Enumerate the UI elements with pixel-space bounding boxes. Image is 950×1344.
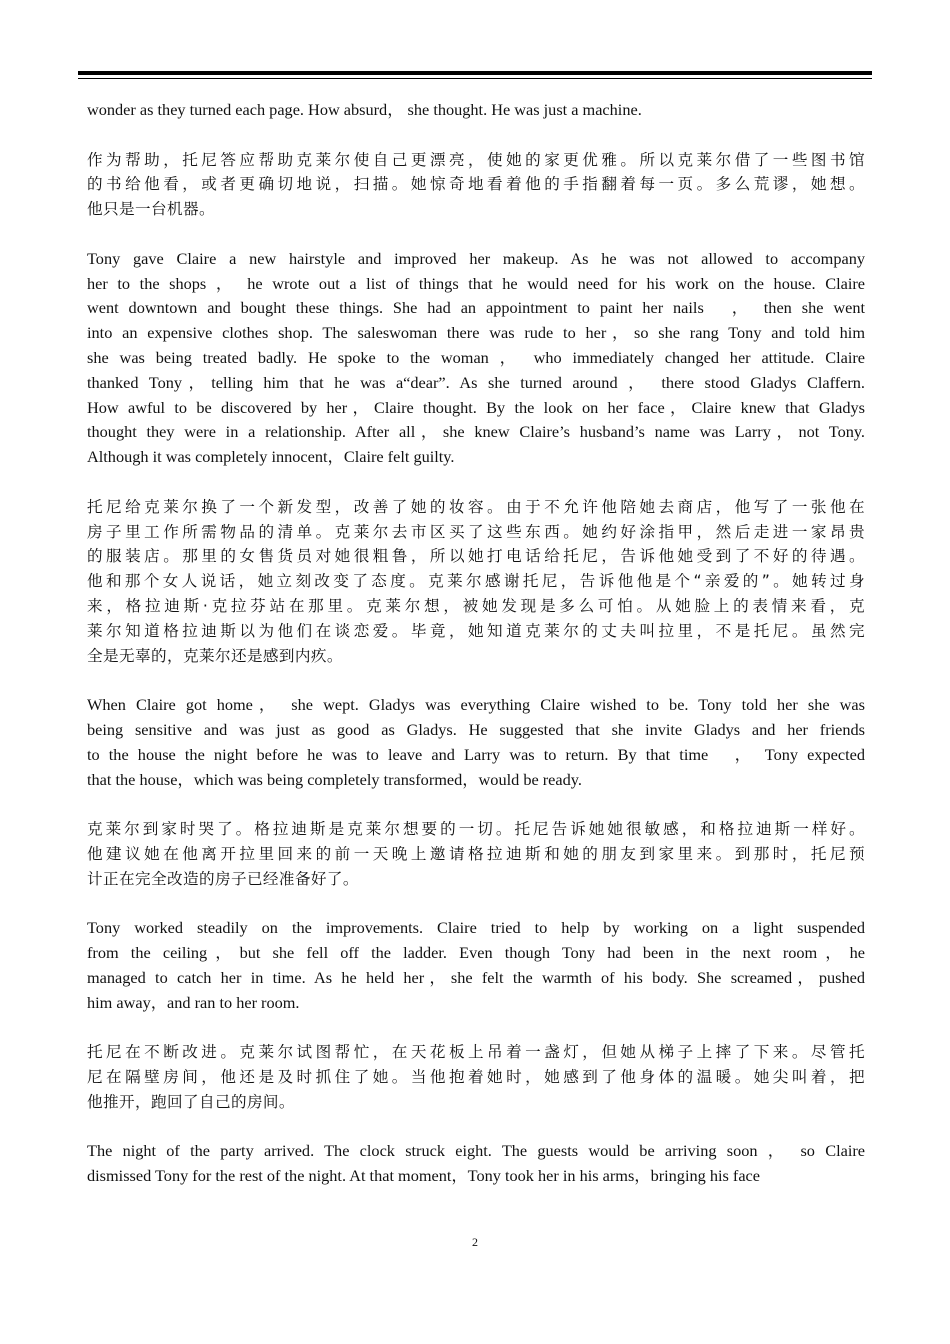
document-body (87, 98, 865, 1189)
paragraph-gap (87, 792, 865, 817)
text-line: him away，and ran to her room. (87, 992, 300, 1012)
text-line: Although it was completely innocent，Claire felt guilty. (87, 447, 455, 467)
text-line: 他和那个女人说话，她立刻改变了态度。克莱尔感谢托尼，告诉他他是个“亲爱的”。她转过身 (87, 572, 865, 591)
text-line: The night of the party arrived. The clock struck eight. The guests would be arriving soon ， so Claire (87, 1141, 865, 1161)
text-line: wonder as they turned each page. How absurd， she thought. He was just a machine. (87, 100, 642, 119)
paragraph-gap (87, 123, 865, 148)
paragraph-gap (87, 668, 865, 693)
paragraph-chinese (87, 817, 865, 891)
paragraph-english (87, 98, 865, 123)
text-line: into an expensive clothes shop. The saleswoman there was rude to her，so she rang Tony and told him (87, 323, 865, 343)
text-line: 托尼在不断改进。克莱尔试图帮忙，在天花板上吊着一盏灯，但她从梯子上摔了下来。尽管托 (87, 1043, 865, 1062)
paragraph-english (87, 916, 865, 1015)
paragraph-gap (87, 1115, 865, 1140)
paragraph-gap (87, 222, 865, 247)
text-line: she was being treated badly. He spoke to the woman ， who immediately changed her attitude. Claire (87, 347, 865, 367)
text-line: to the house the night before he was to leave and Larry was to return. By that time ， Tony expected (87, 744, 865, 764)
text-line: 房子里工作所需物品的清单。克莱尔去市区买了这些东西。她约好涂指甲，然后走进一家昂贵 (87, 522, 865, 541)
text-line: When Claire got home， she wept. Gladys was everything Claire wished to be. Tony told her she was (87, 695, 865, 715)
page-number: 2 (472, 1235, 478, 1249)
text-line: her to the shops ， he wrote out a list of things that he would need for his work on the house. Claire (87, 273, 865, 293)
paragraph-english (87, 1139, 865, 1189)
text-line: 托尼给克莱尔换了一个新发型，改善了她的妆容。由于不允许他陪她去商店，他写了一张他在 (87, 497, 865, 516)
text-line: 作为帮助，托尼答应帮助克莱尔使自己更漂亮，使她的家更优雅。所以克莱尔借了一些图书馆 (87, 150, 865, 169)
text-line: 的服装店。那里的女售货员对她很粗鲁，所以她打电话给托尼，告诉他她受到了不好的待遇。 (87, 547, 865, 566)
header-rule-thin (78, 78, 872, 79)
paragraph-chinese (87, 148, 865, 222)
text-line: Tony worked steadily on the improvements. Claire tried to help by working on a light suspended (87, 918, 865, 938)
text-line: 来，格拉迪斯·克拉芬站在那里。克莱尔想，被她发现是多么可怕。从她脸上的表情来看，克 (87, 596, 865, 615)
text-line: 尼在隔壁房间，他还是及时抓住了她。当他抱着她时，她感到了他身体的温暖。她尖叫着，把 (87, 1068, 865, 1087)
text-line: from the ceiling，but she fell off the ladder. Even though Tony had been in the next room，he (87, 943, 865, 963)
text-line: 的书给他看，或者更确切地说，扫描。她惊奇地看着他的手指翻着每一页。多么荒谬，她想。 (87, 175, 865, 194)
text-line: went downtown and bought these things. She had an appointment to paint her nails ， then she went (87, 298, 865, 318)
text-line: 他只是一台机器。 (87, 200, 215, 219)
text-line: 他推开，跑回了自己的房间。 (87, 1092, 295, 1111)
text-line: thanked Tony，telling him that he was a“dear”. As she turned around ， there stood Gladys Claffern. (87, 372, 865, 392)
paragraph-gap (87, 892, 865, 917)
text-line: managed to catch her in time. As he held her，she felt the warmth of his body. She screamed，pushed (87, 967, 865, 987)
text-line: How awful to be discovered by her，Claire thought. By the look on her face，Claire knew that Gladys (87, 397, 865, 417)
text-line: 全是无辜的，克莱尔还是感到内疚。 (87, 646, 343, 665)
paragraph-english (87, 693, 865, 792)
paragraph-chinese (87, 495, 865, 669)
text-line: dismissed Tony for the rest of the night. At that moment，Tony took her in his arms，bringing his face (87, 1166, 760, 1186)
header-rule-thick (78, 71, 872, 75)
text-line: Tony gave Claire a new hairstyle and improved her makeup. As he was not allowed to accompany (87, 248, 865, 268)
text-line: being sensitive and was just as good as Gladys. He suggested that she invite Gladys and her friends (87, 719, 865, 739)
text-line: that the house，which was being completely transformed，would be ready. (87, 769, 582, 789)
paragraph-chinese (87, 1040, 865, 1114)
paragraph-gap (87, 470, 865, 495)
text-line: 克莱尔到家时哭了。格拉迪斯是克莱尔想要的一切。托尼告诉她她很敏感，和格拉迪斯一样好。 (87, 820, 865, 839)
paragraph-gap (87, 1015, 865, 1040)
paragraph-english (87, 247, 865, 470)
text-line: 莱尔知道格拉迪斯以为他们在谈恋爱。毕竟，她知道克莱尔的丈夫叫拉里，不是托尼。虽然完 (87, 621, 865, 640)
text-line: 计正在完全改造的房子已经准备好了。 (87, 869, 359, 888)
text-line: 他建议她在他离开拉里回来的前一天晚上邀请格拉迪斯和她的朋友到家里来。到那时，托尼预 (87, 844, 865, 863)
text-line: thought they were in a relationship. After all，she knew Claire’s husband’s name was Larry，not Tony. (87, 422, 865, 442)
